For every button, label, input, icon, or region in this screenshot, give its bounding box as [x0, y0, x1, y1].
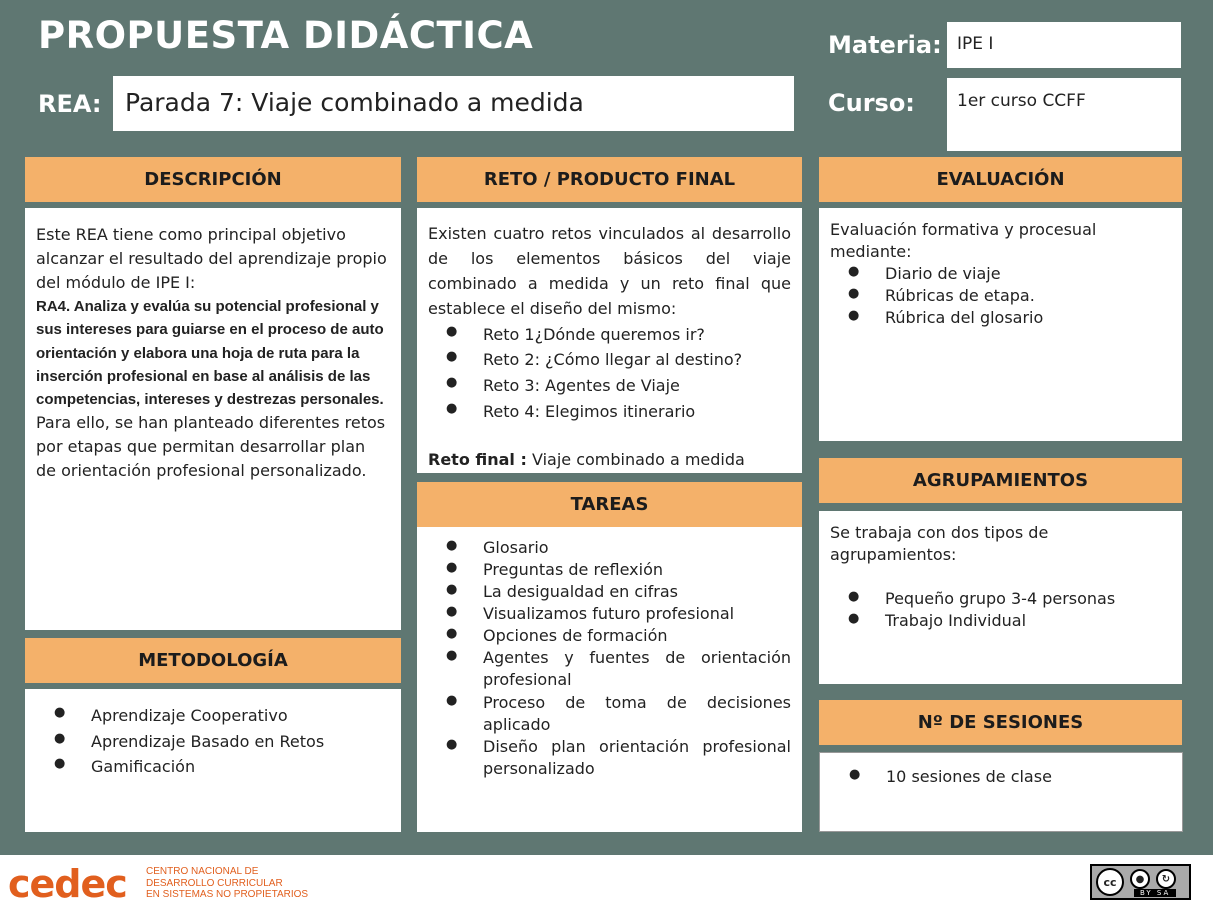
list-item: ● Reto 2: ¿Cómo llegar al destino?: [428, 347, 791, 373]
by-icon: ●: [1130, 869, 1150, 889]
list-item: ● Glosario: [428, 537, 791, 559]
list-item: ● Preguntas de reflexión: [428, 559, 791, 581]
cedec-subtitle: CENTRO NACIONAL DE DESARROLLO CURRICULAR EN SISTEMAS NO PROPIETARIOS: [146, 866, 309, 900]
list-item: ● Proceso de toma de decisiones aplicado: [428, 692, 791, 736]
descripcion-heading: DESCRIPCIÓN: [25, 157, 401, 202]
page-title: PROPUESTA DIDÁCTICA: [38, 14, 534, 57]
reto-final-label: Reto final :: [428, 450, 527, 470]
rea-label: REA:: [38, 90, 102, 118]
evaluacion-panel: [819, 208, 1182, 441]
list-item: ● Gamificación: [36, 754, 390, 780]
curso-label: Curso:: [828, 89, 915, 117]
cedec-logo: cedec: [8, 862, 127, 906]
reto-panel: [417, 208, 802, 473]
metodologia-heading: METODOLOGÍA: [25, 638, 401, 683]
materia-value: IPE I: [947, 22, 1181, 68]
metodologia-panel: [25, 689, 401, 832]
descripcion-ra: RA4. Analiza y evalúa su potencial profesional y sus intereses para guiarse en el proceso de auto orientación y elabora una hoja de ruta para la inserción profesional en base al análisis de las competencias, intereses y destrezas personales.: [36, 298, 384, 408]
sa-icon: ↻: [1156, 869, 1176, 889]
materia-label: Materia:: [828, 31, 942, 59]
list-item: ● Trabajo Individual: [830, 610, 1171, 632]
descripcion-outro: Para ello, se han planteado diferentes retos por etapas que permitan desarrollar plan de orientación profesional personalizado.: [36, 413, 386, 481]
cc-icon: cc: [1096, 868, 1124, 896]
cc-license-badge: [1090, 864, 1191, 900]
list-item: ● Aprendizaje Cooperativo: [36, 703, 390, 729]
sesiones-panel: [819, 752, 1183, 832]
list-item: ● Agentes y fuentes de orientación profesional: [428, 647, 791, 691]
list-item: ● Aprendizaje Basado en Retos: [36, 729, 390, 755]
evaluacion-heading: EVALUACIÓN: [819, 157, 1182, 202]
list-item: ● Visualizamos futuro profesional: [428, 603, 791, 625]
evaluacion-intro: Evaluación formativa y procesual mediante:: [830, 220, 1097, 262]
curso-value: 1er curso CCFF: [947, 78, 1181, 151]
sesiones-heading: Nº DE SESIONES: [819, 700, 1182, 745]
tareas-panel: [417, 527, 802, 832]
agrupamientos-panel: [819, 511, 1182, 684]
list-item: ● Reto 3: Agentes de Viaje: [428, 373, 791, 399]
agrupamientos-intro: Se trabaja con dos tipos de agrupamientos:: [830, 523, 1049, 565]
reto-final-value: Viaje combinado a medida: [526, 450, 745, 470]
list-item: ● Diario de viaje: [830, 263, 1171, 285]
agrupamientos-heading: AGRUPAMIENTOS: [819, 458, 1182, 503]
list-item: ● La desigualdad en cifras: [428, 581, 791, 603]
list-item: ● Opciones de formación: [428, 625, 791, 647]
tareas-heading: TAREAS: [417, 482, 802, 527]
list-item: ● Reto 1¿Dónde queremos ir?: [428, 322, 791, 348]
list-item: ● Reto 4: Elegimos itinerario: [428, 399, 791, 425]
descripcion-panel: [25, 208, 401, 630]
list-item: ● Diseño plan orientación profesional personalizado: [428, 736, 791, 780]
list-item: ● Rúbricas de etapa.: [830, 285, 1171, 307]
list-item: ● 10 sesiones de clase: [831, 765, 1171, 789]
list-item: ● Pequeño grupo 3-4 personas: [830, 588, 1171, 610]
license-tags: BY SA: [1134, 889, 1176, 897]
list-item: ● Rúbrica del glosario: [830, 307, 1171, 329]
rea-value: Parada 7: Viaje combinado a medida: [113, 76, 794, 131]
descripcion-intro: Este REA tiene como principal objetivo alcanzar el resultado del aprendizaje propio del módulo de IPE I:: [36, 225, 387, 292]
reto-heading: RETO / PRODUCTO FINAL: [417, 157, 802, 202]
reto-intro: Existen cuatro retos vinculados al desarrollo de los elementos básicos del viaje combinado a medida y un reto final que establece el diseño del mismo:: [428, 224, 791, 318]
